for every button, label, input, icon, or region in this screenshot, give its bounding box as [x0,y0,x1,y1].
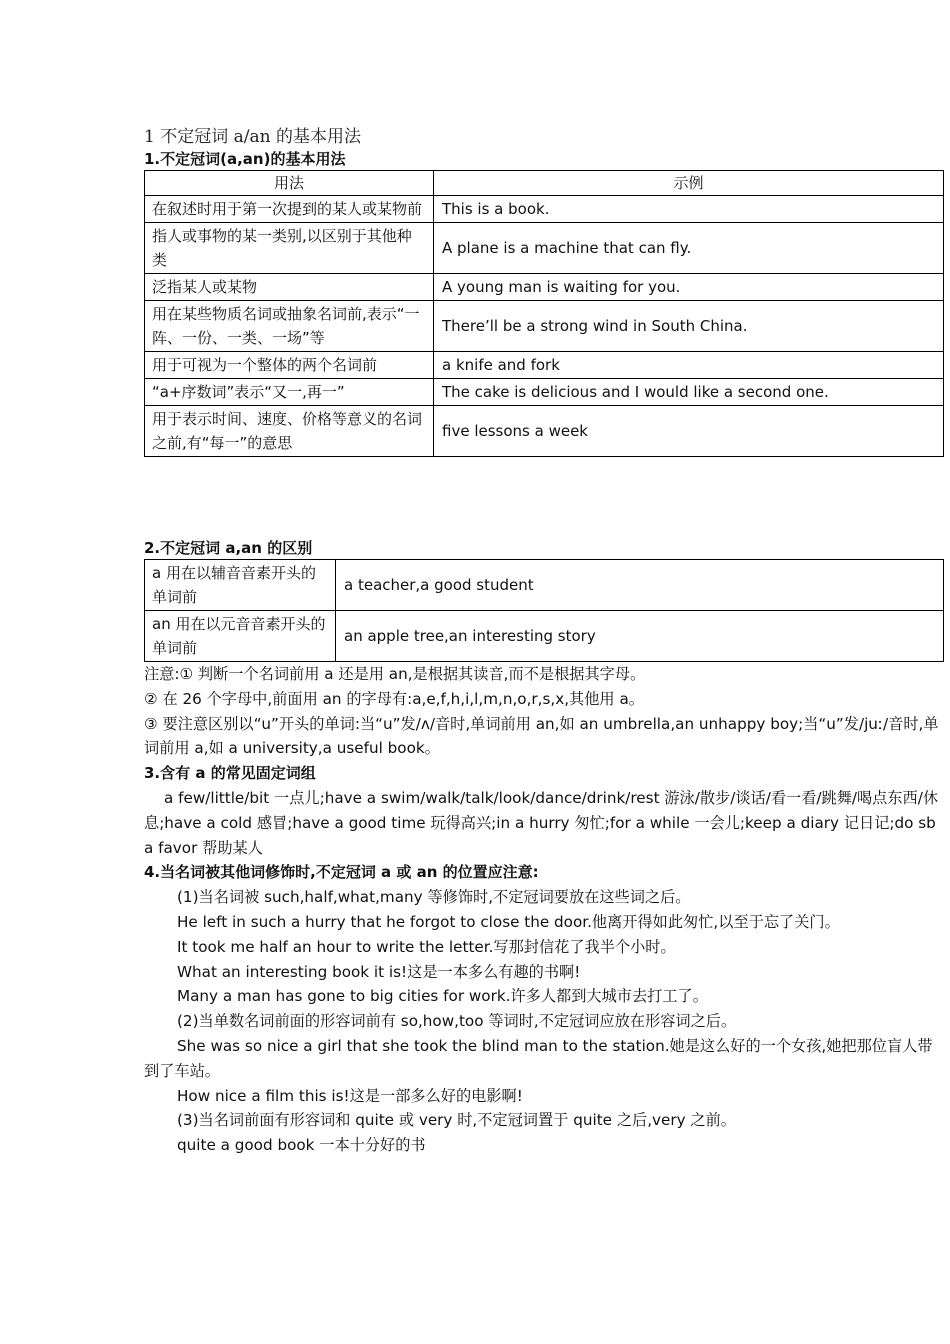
example-cell: A young man is waiting for you. [434,274,944,301]
section-2-heading: 2.不定冠词 a,an 的区别 [144,539,313,557]
example-sentence: It took me half an hour to write the letter.写那封信花了我半个小时。 [177,937,676,956]
table-row [145,274,944,301]
table-row [145,223,944,274]
usage-cell: 指人或事物的某一类别,以区别于其他种类 [145,223,434,274]
usage-cell: a 用在以辅音音素开头的单词前 [145,560,336,611]
usage-cell: 用在某些物质名词或抽象名词前,表示“一阵、一份、一类、一场”等 [145,301,434,352]
usage-cell: 泛指某人或某物 [145,274,434,301]
note-line: 注意:① 判断一个名词前用 a 还是用 an,是根据其读音,而不是根据其字母。 [144,665,646,683]
table-row [145,196,944,223]
note-line: ③ 要注意区别以“u”开头的单词:当“u”发/ʌ/音时,单词前用 an,如 an umbrella,an unhappy boy;当“u”发/juː/音时,单词前用 a,如 a university,a useful book。 [144,714,939,758]
example-cell: A plane is a machine that can fly. [434,223,944,274]
rule-line: (2)当单数名词前面的形容词前有 so,how,too 等词时,不定冠词应放在形容词之后。 [177,1012,737,1031]
usage-table [144,170,944,457]
usage-cell: 用于可视为一个整体的两个名词前 [145,352,434,379]
document-title: 1 不定冠词 a/an 的基本用法 [144,127,361,147]
example-cell: five lessons a week [434,406,944,457]
table-row [145,301,944,352]
table-row [145,406,944,457]
usage-cell: 在叙述时用于第一次提到的某人或某物前 [145,196,434,223]
table-row [145,379,944,406]
example-sentence: Many a man has gone to big cities for work.许多人都到大城市去打工了。 [177,987,708,1006]
example-cell: an apple tree,an interesting story [336,611,944,662]
section-1-heading: 1.不定冠词(a,an)的基本用法 [144,150,346,168]
column-header-usage: 用法 [145,171,434,196]
example-cell: a teacher,a good student [336,560,944,611]
document-page [144,126,944,1158]
example-sentence: He left in such a hurry that he forgot to close the door.他离开得如此匆忙,以至于忘了关门。 [177,912,840,931]
example-sentence: She was so nice a girl that she took the blind man to the station.她是这么好的一个女孩,她把那位盲人带到了车站。 [144,1036,933,1080]
usage-cell: “a+序数词”表示“又一,再一” [145,379,434,406]
phrase-list: a few/little/bit 一点儿;have a swim/walk/talk/look/dance/drink/rest 游泳/散步/谈话/看一看/跳舞/喝点东西/休息;have a cold 感冒;have a good time 玩得高兴;in a hurry 匆忙;for a while 一会儿;keep a diary 记日记;do sb a favor 帮助某人 [144,788,939,857]
example-cell: a knife and fork [434,352,944,379]
table-row [145,611,944,662]
section-4-heading: 4.当名词被其他词修饰时,不定冠词 a 或 an 的位置应注意: [144,863,539,882]
rule-line: (3)当名词前面有形容词和 quite 或 very 时,不定冠词置于 quite 之后,very 之前。 [177,1111,736,1130]
example-sentence: What an interesting book it is!这是一本多么有趣的书啊! [177,962,581,981]
note-line: ② 在 26 个字母中,前面用 an 的字母有:a,e,f,h,i,l,m,n,o,r,s,x,其他用 a。 [144,689,644,708]
example-sentence: quite a good book 一本十分好的书 [177,1136,426,1155]
table-row [145,352,944,379]
a-an-table [144,559,944,662]
table-header-row [145,171,944,196]
example-cell: There’ll be a strong wind in South China. [434,301,944,352]
usage-cell: an 用在以元音音素开头的单词前 [145,611,336,662]
table-row [145,560,944,611]
rule-line: (1)当名词被 such,half,what,many 等修饰时,不定冠词要放在这些词之后。 [177,888,691,907]
usage-cell: 用于表示时间、速度、价格等意义的名词之前,有“每一”的意思 [145,406,434,457]
section-3-heading: 3.含有 a 的常见固定词组 [144,764,316,783]
example-cell: This is a book. [434,196,944,223]
example-cell: The cake is delicious and I would like a second one. [434,379,944,406]
example-sentence: How nice a film this is!这是一部多么好的电影啊! [177,1086,523,1105]
section-spacer [144,457,944,537]
column-header-example: 示例 [434,171,944,196]
